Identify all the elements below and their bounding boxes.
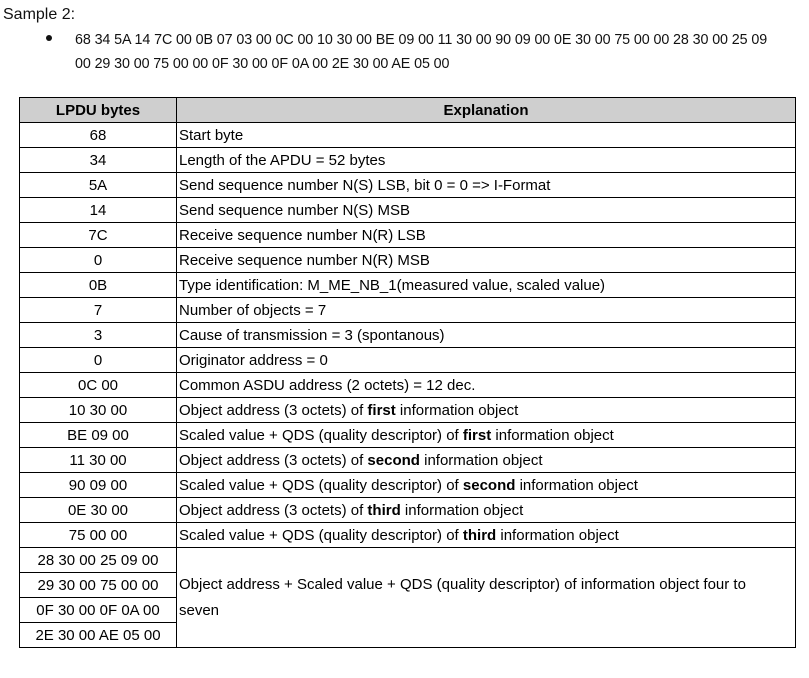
merged-explanation-cell: Object address + Scaled value + QDS (quality descriptor) of information object four to seven xyxy=(177,548,796,648)
explanation-text: Object address (3 octets) of xyxy=(179,501,368,519)
lpdu-bytes-cell: 2E 30 00 AE 05 00 xyxy=(20,623,177,648)
table-row xyxy=(20,148,796,173)
explanation-text-tail: information object xyxy=(515,476,638,494)
sample-heading: Sample 2: xyxy=(3,6,76,23)
table-row xyxy=(20,323,796,348)
table-body xyxy=(20,123,796,648)
explanation-cell xyxy=(177,373,796,398)
lpdu-bytes-cell: 14 xyxy=(20,198,177,223)
lpdu-bytes-cell: 75 00 00 xyxy=(20,523,177,548)
explanation-emphasis: second xyxy=(462,476,516,494)
lpdu-bytes-cell: 7C xyxy=(20,223,177,248)
explanation-text: Type identification: M_ME_NB_1(measured value, scaled value) xyxy=(179,276,606,294)
table-row xyxy=(20,523,796,548)
table-row xyxy=(20,273,796,298)
explanation-text-tail: information object xyxy=(491,426,614,444)
lpdu-bytes-cell: 34 xyxy=(20,148,177,173)
lpdu-bytes-cell: 0F 30 00 0F 0A 00 xyxy=(20,598,177,623)
lpdu-bytes-cell: 5A xyxy=(20,173,177,198)
explanation-emphasis: first xyxy=(367,401,396,419)
explanation-text: Length of the APDU = 52 bytes xyxy=(179,151,386,169)
explanation-cell xyxy=(177,123,796,148)
table-row xyxy=(20,398,796,423)
explanation-cell xyxy=(177,423,796,448)
lpdu-bytes-cell: 0 xyxy=(20,348,177,373)
explanation-cell xyxy=(177,448,796,473)
explanation-text: Receive sequence number N(R) LSB xyxy=(179,226,426,244)
explanation-cell xyxy=(177,273,796,298)
explanation-text: Scaled value + QDS (quality descriptor) of xyxy=(179,476,463,494)
table-row xyxy=(20,348,796,373)
explanation-cell xyxy=(177,323,796,348)
lpdu-table xyxy=(19,97,796,648)
table-row xyxy=(20,248,796,273)
explanation-text: Object address (3 octets) of xyxy=(179,401,368,419)
explanation-text-tail: information object xyxy=(419,451,543,469)
lpdu-bytes-cell: 11 30 00 xyxy=(20,448,177,473)
explanation-text: Start byte xyxy=(179,126,244,144)
table-row xyxy=(20,423,796,448)
explanation-text: Object address (3 octets) of xyxy=(179,451,368,469)
explanation-text-tail: information object xyxy=(395,401,519,419)
explanation-text: Cause of transmission = 3 (spontanous) xyxy=(179,326,445,344)
lpdu-bytes-cell: 3 xyxy=(20,323,177,348)
lpdu-bytes-cell: 7 xyxy=(20,298,177,323)
explanation-text: Number of objects = 7 xyxy=(179,301,327,319)
table-row xyxy=(20,298,796,323)
table-header-row xyxy=(20,98,796,123)
lpdu-bytes-cell: 90 09 00 xyxy=(20,473,177,498)
table-row xyxy=(20,548,796,573)
lpdu-bytes-cell: 0 xyxy=(20,248,177,273)
explanation-text: Scaled value + QDS (quality descriptor) of xyxy=(179,426,463,444)
explanation-text-tail: information object xyxy=(496,526,619,544)
table-row xyxy=(20,173,796,198)
explanation-text: Send sequence number N(S) LSB, bit 0 = 0 => I-Format xyxy=(179,176,551,194)
explanation-cell xyxy=(177,223,796,248)
explanation-text: Common ASDU address (2 octets) = 12 dec. xyxy=(179,376,476,394)
lpdu-bytes-cell: 28 30 00 25 09 00 xyxy=(20,548,177,573)
table-row xyxy=(20,473,796,498)
table-row xyxy=(20,123,796,148)
explanation-cell xyxy=(177,473,796,498)
explanation-cell xyxy=(177,348,796,373)
explanation-text: Scaled value + QDS (quality descriptor) of xyxy=(179,526,463,544)
explanation-cell xyxy=(177,523,796,548)
explanation-text: Originator address = 0 xyxy=(179,351,328,369)
explanation-emphasis: second xyxy=(367,451,420,469)
lpdu-bytes-cell: 0B xyxy=(20,273,177,298)
table-row xyxy=(20,498,796,523)
hex-byte-sequence: 68 34 5A 14 7C 00 0B 07 03 00 0C 00 10 30 00 BE 09 00 11 30 00 90 09 00 0E 30 00 75 00 00 28 30 00 25 09 00 29 30 00 75 00 00 0F 30 00 0F 0A 00 2E 30 00 AE 05 00 xyxy=(75,32,768,72)
table-row xyxy=(20,223,796,248)
lpdu-bytes-cell: BE 09 00 xyxy=(20,423,177,448)
lpdu-bytes-cell: 29 30 00 75 00 00 xyxy=(20,573,177,598)
table-row xyxy=(20,198,796,223)
explanation-cell xyxy=(177,498,796,523)
explanation-cell xyxy=(177,173,796,198)
explanation-cell xyxy=(177,398,796,423)
table-row xyxy=(20,373,796,398)
explanation-cell xyxy=(177,298,796,323)
explanation-cell xyxy=(177,198,796,223)
explanation-emphasis: third xyxy=(367,501,401,519)
explanation-cell xyxy=(177,248,796,273)
lpdu-bytes-cell: 0C 00 xyxy=(20,373,177,398)
header-explanation: Explanation xyxy=(177,98,796,123)
lpdu-bytes-cell: 10 30 00 xyxy=(20,398,177,423)
explanation-emphasis: third xyxy=(462,526,497,544)
explanation-text-tail: information object xyxy=(400,501,524,519)
explanation-cell xyxy=(177,148,796,173)
header-lpdu-bytes: LPDU bytes xyxy=(20,98,177,123)
lpdu-bytes-cell: 0E 30 00 xyxy=(20,498,177,523)
bullet-icon xyxy=(44,31,54,41)
table-row xyxy=(20,448,796,473)
explanation-text: Receive sequence number N(R) MSB xyxy=(179,251,430,269)
explanation-text: Send sequence number N(S) MSB xyxy=(179,201,410,219)
lpdu-bytes-cell: 68 xyxy=(20,123,177,148)
explanation-emphasis: first xyxy=(462,426,492,444)
